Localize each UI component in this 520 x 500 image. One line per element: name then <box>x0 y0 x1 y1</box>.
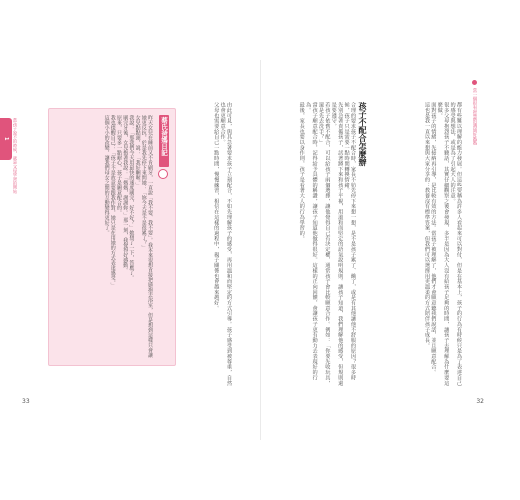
running-head: 當一個很有智慧的溝通好媽媽 <box>472 88 477 146</box>
intro-text: 都有些難以理解的能力發展。但這些要稱為許多人看起來可以對付，但是在基本上，孩子的行為有時候只是為了表達自己的感受與想法，或是為了引起大人的注意。 很多父母抱怨孩子不聽話，其實仔細觀察之後會發現，多半是因為大人沒有給孩子足夠的時間，讓孩子去理解為什麼要這麼做。 面對孩子的情緒，先接納再引導，是比較有效的方法。當孩子被理解了，他們才會願意聽我們說話，並且願意配合。 這也是我一直以來想與大家分享的：教養沒有標準答案，但我們可以選擇用更溫柔的方式陪伴孩子成長。 <box>423 102 462 386</box>
diary-title: 蔡氏爸媽日記 <box>160 117 168 156</box>
closing-text: 由此可見，與其急著要求孩子立刻配合，不如先理解孩子的感受，再用溫和而堅定的方式引導。孩子感受到被尊重，自然也會更願意合作。 父母也需要給自己一點時間，慢慢練習，相信在這樣的過程中，親子關係也會越來越好。 <box>213 102 232 386</box>
section-title: 孩子不配合怎麼辦 <box>358 102 367 166</box>
chapter-label: 當孩子說不的時候，就是父母學習的開始 <box>13 118 18 194</box>
diary-sidebar <box>48 108 176 366</box>
diary-text: 昨天女兒在睡前又不肯刷牙，一直說「我不要、我不要」。我本來很想直接把她抱去浴室，但是想到這樣只會讓她更反抗，於是我先停下來問她：「妳今天是不是很累了？」 女兒點點頭，說：「我好睏喔。」 我說：「那我們今天用最快的速度刷完，好不好？」她想了一下，答應了。 刷完牙後，女兒抱著我說：「媽媽，謝謝妳。」那一刻，我覺得好感動。 原來，只要多一點耐心，孩子是願意配合的。 我也提醒自己：「孩子不是故意要跟我作對，她只是在用她的方式表達感受。」 這個小小的改變，讓我們母女之間的互動變得更好了。 <box>103 115 153 358</box>
chapter-tab: 1 <box>0 118 12 160</box>
folio-left: 33 <box>22 398 30 405</box>
running-head-dot-icon <box>472 80 477 85</box>
right-page <box>260 0 520 500</box>
folio-right: 32 <box>476 398 484 405</box>
section-body: 合理的要求孩子不配合時，家長不妨先停下來想一想，是不是孩子累了、餓了，或是有其他讓他不舒服的原因？很多時候，孩子只是需要一點時間轉換情緒。 先別急著責備孩子，試著蹲下來和孩子平視，用溫和而堅定的語氣說明規則。讓孩子知道，我們理解他的感受，但規則還是要遵守。 若孩子依舊不配合，可以給孩子兩個選擇，讓他覺得自己有決定權，通常孩子會比較願意合作。例如：「你要先收玩具，還是先去洗手？」 當孩子願意配合時，記得給予具體的稱讚，讓孩子知道他做得很好。這樣的正向回饋，會讓孩子更有動力去表現好的行為。 最後，家長也要以身作則，孩子是看著大人的行為學習的。 <box>298 102 356 386</box>
diary-bullet-icon <box>158 169 168 179</box>
